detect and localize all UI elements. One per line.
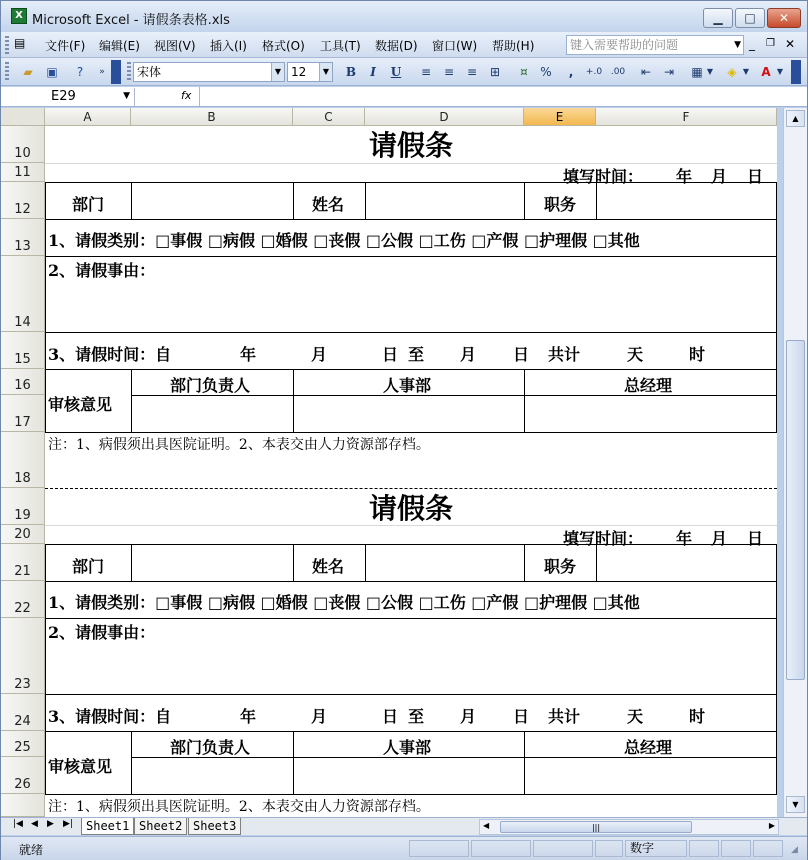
table-border (45, 544, 777, 545)
font-name-select[interactable] (133, 62, 285, 82)
font-size-select[interactable] (287, 62, 333, 82)
row-header[interactable]: 24 (1, 694, 45, 731)
leave-reason-label: 2、请假事由： (48, 261, 156, 280)
fill-time-label: 填写时间： (563, 529, 644, 548)
period-year: 年 (240, 707, 257, 726)
period-total: 共计 (548, 707, 581, 726)
row-header[interactable]: 10 (1, 126, 45, 163)
help-search-input[interactable] (566, 35, 744, 55)
chevron-down-icon[interactable]: ▼ (742, 67, 750, 76)
fill-month: 月 (711, 167, 728, 186)
gm-label: 总经理 (624, 376, 673, 395)
font-name-value: 宋体 (137, 65, 162, 79)
resize-grip-icon[interactable]: ◢ (791, 845, 798, 855)
bold-button[interactable]: B (345, 65, 357, 79)
table-border (45, 256, 777, 257)
table-border (45, 544, 46, 794)
leave-reason-label: 2、请假事由： (48, 623, 156, 642)
dept-label: 部门 (72, 195, 105, 214)
table-border (131, 544, 132, 581)
chevron-down-icon[interactable]: ▼ (734, 40, 741, 50)
menu-window[interactable]: 窗口(W) (432, 39, 478, 53)
table-border (365, 182, 366, 219)
table-border (45, 332, 777, 333)
menu-edit[interactable]: 编辑(E) (99, 39, 140, 53)
row-header[interactable]: 15 (1, 332, 45, 369)
row-header[interactable]: 14 (1, 256, 45, 332)
excel-icon[interactable]: X (11, 8, 27, 24)
row-header[interactable]: 13 (1, 219, 45, 256)
table-border (524, 369, 525, 432)
table-border (45, 794, 777, 795)
menu-help[interactable]: 帮助(H) (492, 39, 535, 53)
period-days: 天 (627, 345, 644, 364)
table-border (596, 182, 597, 219)
row-header[interactable]: 21 (1, 544, 45, 581)
column-header-f[interactable]: F (596, 108, 777, 126)
review-label: 审核意见 (48, 757, 113, 776)
form-note: 注：1、病假须出具医院证明。2、本表交由人力资源部存档。 (48, 799, 430, 815)
period-days: 天 (627, 707, 644, 726)
row-header[interactable]: 23 (1, 618, 45, 694)
gm-label: 总经理 (624, 738, 673, 757)
menu-view[interactable]: 视图(V) (154, 39, 196, 53)
insert-function-button[interactable]: fx (181, 89, 192, 102)
period-month: 月 (311, 345, 328, 364)
column-header-c[interactable]: C (293, 108, 365, 126)
gridline (45, 525, 777, 526)
fill-month: 月 (711, 529, 728, 548)
column-header-d[interactable]: D (365, 108, 524, 126)
row-header[interactable]: 18 (1, 432, 45, 488)
status-panel (409, 840, 469, 857)
row-header[interactable]: 16 (1, 369, 45, 395)
close-button[interactable]: ✕ (767, 8, 801, 28)
align-right-icon[interactable]: ≡ (466, 65, 478, 79)
decrease-indent-icon[interactable]: ⇤ (640, 65, 652, 79)
doc-menu-icon[interactable]: ▤ (14, 36, 26, 50)
fill-color-icon[interactable]: ◈ (727, 65, 737, 79)
table-border (596, 544, 597, 581)
next-sheet-icon[interactable]: ▶ (47, 819, 54, 829)
table-border (131, 731, 132, 794)
toolbar-overflow-button[interactable] (791, 60, 801, 84)
worksheet-grid[interactable] (1, 108, 777, 817)
doc-restore-button[interactable]: ❐ (766, 38, 775, 49)
table-border (293, 182, 294, 219)
name-label: 姓名 (312, 195, 345, 214)
table-border (776, 182, 777, 432)
leave-period-label: 3、请假时间：自 (48, 345, 172, 364)
menubar-grip[interactable] (5, 36, 9, 54)
fill-day: 日 (747, 529, 764, 548)
row-header[interactable]: 12 (1, 182, 45, 219)
status-panel (721, 840, 751, 857)
status-panel (533, 840, 593, 857)
name-label: 姓名 (312, 557, 345, 576)
fill-time-label: 填写时间： (563, 167, 644, 186)
table-border (524, 182, 525, 219)
open-icon[interactable]: ▰ (23, 65, 33, 79)
title-bar (1, 1, 807, 32)
last-sheet-icon[interactable]: ▶| (63, 819, 73, 829)
toolbar-overflow-button[interactable] (111, 60, 121, 84)
row-header[interactable]: 19 (1, 488, 45, 525)
horizontal-scrollbar[interactable] (479, 819, 779, 835)
table-border (45, 369, 777, 370)
dept-head-label: 部门负责人 (170, 376, 251, 395)
table-border (45, 581, 777, 582)
chevron-down-icon[interactable]: ▼ (706, 67, 714, 76)
borders-icon[interactable]: ▦ (691, 65, 703, 79)
increase-decimal-button[interactable]: +.0 (585, 67, 603, 77)
position-label: 职务 (544, 557, 577, 576)
period-year: 年 (240, 345, 257, 364)
leave-period-label: 3、请假时间：自 (48, 707, 172, 726)
name-box-value: E29 (51, 89, 76, 104)
table-border (131, 182, 132, 219)
period-month: 月 (311, 707, 328, 726)
table-border (776, 544, 777, 794)
font-size-value: 12 (291, 65, 307, 79)
underline-button[interactable]: U (390, 65, 402, 79)
period-day: 日 (382, 345, 399, 364)
table-border (45, 182, 777, 183)
sheet-tab-sheet1[interactable]: Sheet1 (81, 818, 134, 835)
table-border (293, 731, 294, 794)
horizontal-scroll-thumb[interactable]: ||| (500, 821, 692, 833)
status-panel (753, 840, 783, 857)
toolbar-options-icon[interactable]: » (99, 67, 105, 77)
status-panel (689, 840, 719, 857)
increase-indent-icon[interactable]: ⇥ (663, 65, 675, 79)
row-header[interactable]: 17 (1, 395, 45, 432)
table-border (45, 432, 777, 433)
doc-minimize-button[interactable]: _ (749, 37, 755, 51)
table-border (45, 731, 777, 732)
period-to: 至 (408, 345, 425, 364)
scroll-right-icon[interactable]: ▶ (768, 821, 775, 830)
fill-year: 年 (676, 529, 693, 548)
italic-button[interactable]: I (370, 65, 376, 79)
first-sheet-icon[interactable]: |◀ (13, 819, 23, 829)
formatting-toolbar (1, 58, 807, 86)
toolbar-grip[interactable] (5, 62, 9, 82)
sheet-tab-bar (1, 817, 807, 835)
row-header[interactable]: 26 (1, 757, 45, 794)
formula-bar (1, 87, 807, 107)
sheet-tab-sheet2[interactable]: Sheet2 (134, 818, 187, 835)
form-note: 注：1、病假须出具医院证明。2、本表交由人力资源部存档。 (48, 437, 430, 453)
position-label: 职务 (544, 195, 577, 214)
hr-label: 人事部 (383, 738, 432, 757)
leave-types: 1、请假类别：□事假 □病假 □婚假 □丧假 □公假 □工伤 □产假 □护理假 □其他 (48, 593, 640, 612)
status-num: 数字 (625, 840, 687, 857)
period-day: 日 (382, 707, 399, 726)
doc-close-button[interactable]: ✕ (785, 37, 796, 51)
row-header[interactable]: 11 (1, 163, 45, 182)
table-border (365, 544, 366, 581)
name-box[interactable] (9, 88, 135, 106)
menu-file[interactable]: 文件(F) (45, 39, 86, 53)
period-day-2: 日 (513, 345, 530, 364)
menu-tools[interactable]: 工具(T) (320, 39, 361, 53)
row-header (1, 794, 45, 817)
status-panel (595, 840, 623, 857)
vertical-scroll-thumb[interactable] (786, 340, 805, 680)
row-header[interactable]: 25 (1, 731, 45, 757)
table-border (293, 544, 294, 581)
form-title: 请假条 (368, 129, 453, 162)
gridline (45, 163, 777, 164)
formula-input[interactable] (199, 87, 807, 106)
column-header-b[interactable]: B (131, 108, 293, 126)
menu-bar (1, 32, 807, 58)
menu-insert[interactable]: 插入(I) (210, 39, 247, 53)
period-total: 共计 (548, 345, 581, 364)
save-icon[interactable]: ▣ (46, 65, 58, 79)
status-bar (1, 836, 807, 860)
row-header[interactable]: 20 (1, 525, 45, 544)
fill-year: 年 (676, 167, 693, 186)
minimize-button[interactable]: ▁ (703, 8, 733, 28)
chevron-down-icon[interactable]: ▼ (271, 63, 284, 81)
window-title: Microsoft Excel - 请假条表格.xls (32, 13, 230, 28)
help-placeholder: 键入需要帮助的问题 (570, 38, 679, 52)
column-header-e[interactable]: E (524, 108, 596, 126)
toolbar-grip-2[interactable] (127, 62, 131, 82)
menu-format[interactable]: 格式(O) (262, 39, 305, 53)
table-border (45, 219, 777, 220)
table-border (45, 694, 777, 695)
table-border (524, 544, 525, 581)
period-month-2: 月 (460, 345, 477, 364)
vertical-scrollbar[interactable] (783, 108, 807, 817)
form-title: 请假条 (368, 492, 453, 525)
align-left-icon[interactable]: ≡ (420, 65, 432, 79)
align-center-icon[interactable]: ≡ (443, 65, 455, 79)
period-day-2: 日 (513, 707, 530, 726)
menu-data[interactable]: 数据(D) (375, 39, 418, 53)
period-hours: 时 (689, 345, 706, 364)
chevron-down-icon[interactable]: ▼ (319, 63, 332, 81)
help-icon[interactable]: ? (76, 65, 84, 79)
decrease-decimal-button[interactable]: .00 (610, 67, 626, 77)
period-to: 至 (408, 707, 425, 726)
column-header-a[interactable]: A (45, 108, 131, 126)
currency-icon[interactable]: ¤ (520, 65, 528, 79)
comma-button[interactable]: , (568, 65, 574, 79)
status-panel (471, 840, 531, 857)
table-border (45, 182, 46, 432)
hr-label: 人事部 (383, 376, 432, 395)
row-header[interactable]: 22 (1, 581, 45, 618)
table-border (45, 618, 777, 619)
leave-types: 1、请假类别：□事假 □病假 □婚假 □丧假 □公假 □工伤 □产假 □护理假 □其他 (48, 231, 640, 250)
scroll-left-icon[interactable]: ◀ (483, 821, 490, 830)
scroll-down-icon[interactable]: ▼ (786, 796, 805, 813)
status-ready: 就绪 (19, 843, 44, 857)
merge-center-icon[interactable]: ⊞ (489, 65, 501, 79)
table-border (131, 369, 132, 432)
select-all-corner[interactable] (1, 108, 45, 126)
dept-label: 部门 (72, 557, 105, 576)
prev-sheet-icon[interactable]: ◀ (31, 819, 38, 829)
chevron-down-icon[interactable]: ▼ (123, 91, 130, 101)
chevron-down-icon[interactable]: ▼ (776, 67, 784, 76)
font-color-icon[interactable]: A (761, 65, 771, 79)
review-label: 审核意见 (48, 395, 113, 414)
sheet-tab-sheet3[interactable]: Sheet3 (188, 818, 241, 835)
fill-day: 日 (747, 167, 764, 186)
percent-button[interactable]: % (540, 65, 552, 79)
table-border (524, 731, 525, 794)
scroll-up-icon[interactable]: ▲ (786, 110, 805, 127)
period-month-2: 月 (460, 707, 477, 726)
table-border (293, 369, 294, 432)
period-hours: 时 (689, 707, 706, 726)
maximize-button[interactable]: □ (735, 8, 765, 28)
dept-head-label: 部门负责人 (170, 738, 251, 757)
